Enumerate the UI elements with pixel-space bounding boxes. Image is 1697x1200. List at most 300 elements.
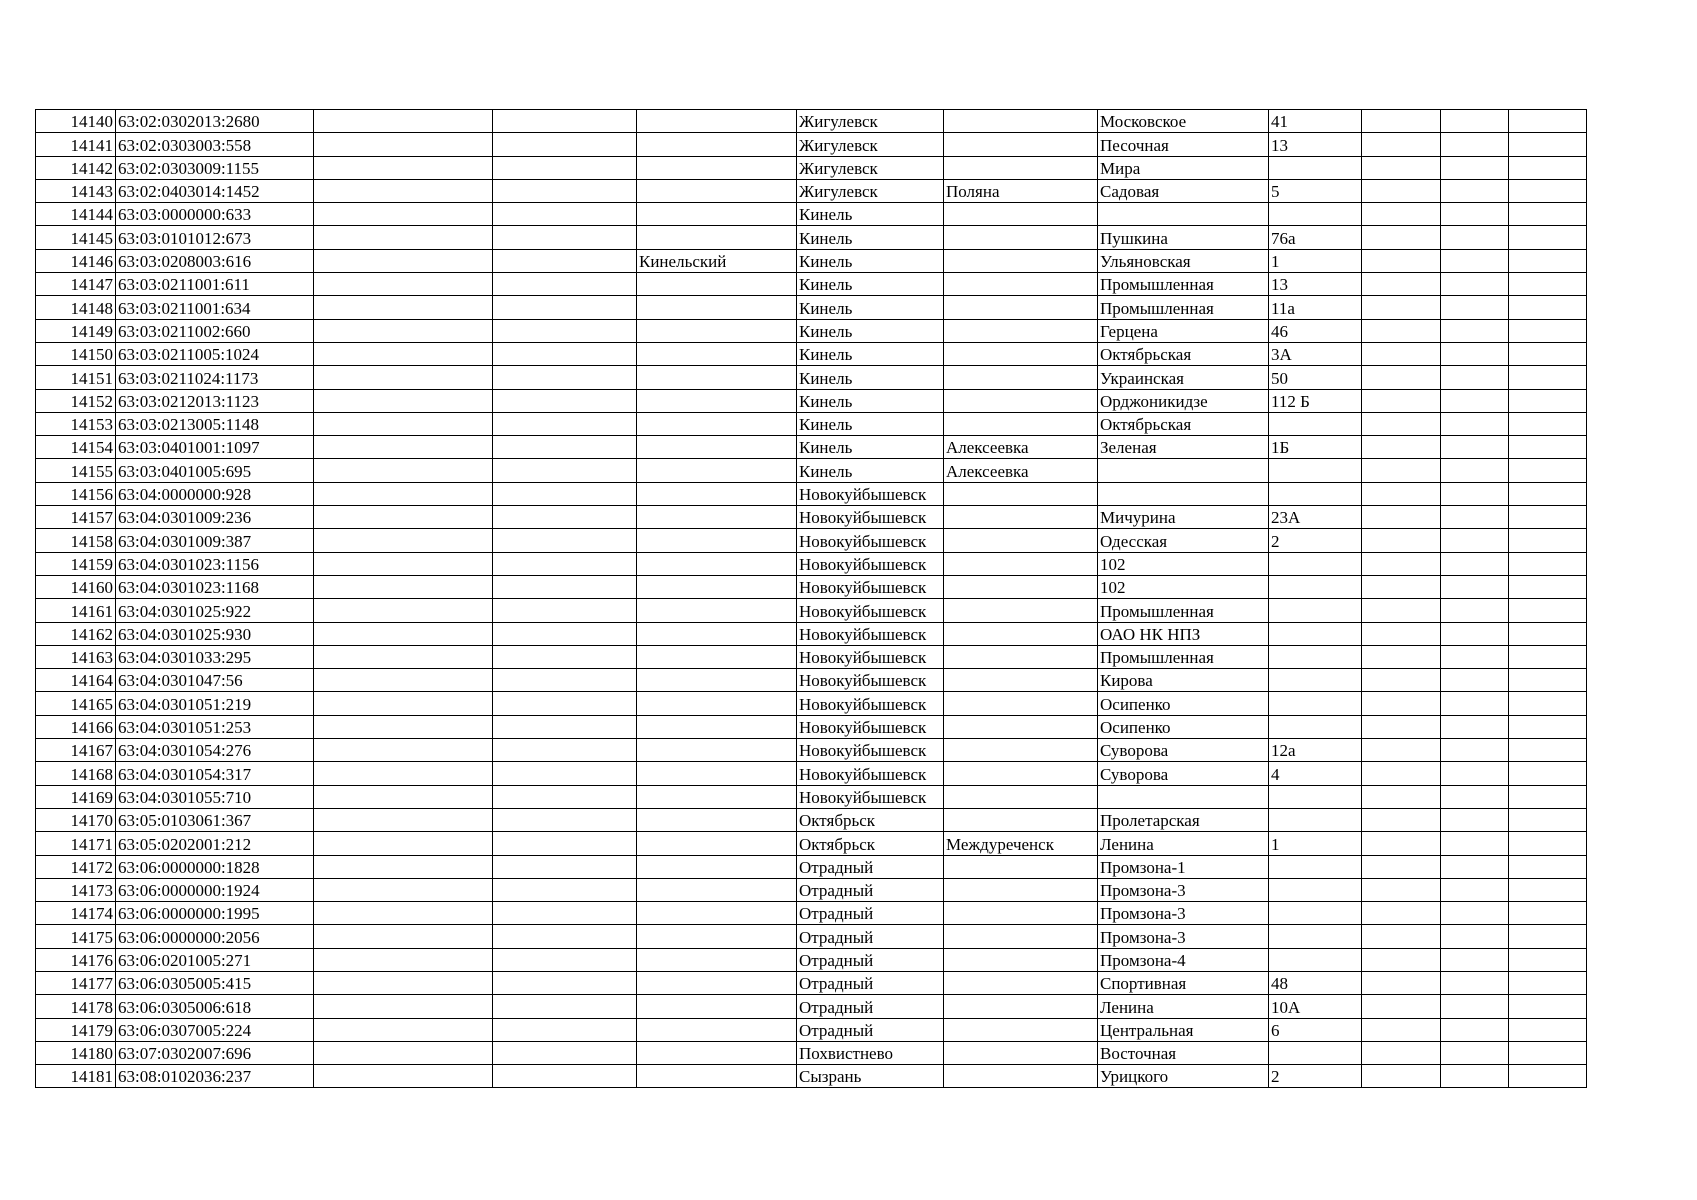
house-number-cell: 12а xyxy=(1269,739,1362,762)
street-cell: Промышленная xyxy=(1098,273,1269,296)
city-cell: Отрадный xyxy=(797,971,944,994)
empty-cell-l xyxy=(1509,948,1587,971)
record-number-cell: 14148 xyxy=(36,296,116,319)
city-cell: Отрадный xyxy=(797,995,944,1018)
table-row xyxy=(36,622,1587,645)
street-cell: Суворова xyxy=(1098,739,1269,762)
record-number-cell: 14158 xyxy=(36,529,116,552)
cadastral-number-cell: 63:04:0301051:253 xyxy=(116,715,314,738)
street-cell: Осипенко xyxy=(1098,715,1269,738)
cadastral-number-cell: 63:06:0000000:1828 xyxy=(116,855,314,878)
empty-cell-k xyxy=(1441,226,1509,249)
empty-cell-k xyxy=(1441,110,1509,133)
settlement-cell xyxy=(944,971,1098,994)
table-row xyxy=(36,855,1587,878)
cadastral-number-cell: 63:02:0303009:1155 xyxy=(116,156,314,179)
district-cell xyxy=(637,1065,797,1088)
cadastral-number-cell: 63:03:0211024:1173 xyxy=(116,366,314,389)
settlement-cell: Поляна xyxy=(944,179,1098,202)
empty-cell-j xyxy=(1362,995,1441,1018)
record-number-cell: 14176 xyxy=(36,948,116,971)
empty-cell-k xyxy=(1441,529,1509,552)
settlement-cell xyxy=(944,110,1098,133)
district-cell xyxy=(637,832,797,855)
record-number-cell: 14154 xyxy=(36,436,116,459)
record-number-cell: 14140 xyxy=(36,110,116,133)
cadastral-number-cell: 63:03:0211002:660 xyxy=(116,319,314,342)
empty-cell-c xyxy=(314,1018,493,1041)
street-cell: Центральная xyxy=(1098,1018,1269,1041)
empty-cell-c xyxy=(314,389,493,412)
district-cell xyxy=(637,692,797,715)
cadastral-number-cell: 63:05:0202001:212 xyxy=(116,832,314,855)
empty-cell-c xyxy=(314,925,493,948)
empty-cell-d xyxy=(493,412,637,435)
city-cell: Кинель xyxy=(797,342,944,365)
empty-cell-l xyxy=(1509,575,1587,598)
record-number-cell: 14144 xyxy=(36,203,116,226)
empty-cell-j xyxy=(1362,203,1441,226)
table-row xyxy=(36,110,1587,133)
record-number-cell: 14178 xyxy=(36,995,116,1018)
city-cell: Сызрань xyxy=(797,1065,944,1088)
empty-cell-j xyxy=(1362,599,1441,622)
house-number-cell xyxy=(1269,902,1362,925)
house-number-cell xyxy=(1269,715,1362,738)
house-number-cell xyxy=(1269,645,1362,668)
street-cell: Орджоникидзе xyxy=(1098,389,1269,412)
table-row xyxy=(36,925,1587,948)
empty-cell-j xyxy=(1362,249,1441,272)
record-number-cell: 14155 xyxy=(36,459,116,482)
house-number-cell xyxy=(1269,552,1362,575)
cadastral-number-cell: 63:04:0301033:295 xyxy=(116,645,314,668)
empty-cell-l xyxy=(1509,739,1587,762)
empty-cell-l xyxy=(1509,762,1587,785)
empty-cell-l xyxy=(1509,832,1587,855)
city-cell: Новокуйбышевск xyxy=(797,599,944,622)
empty-cell-c xyxy=(314,902,493,925)
record-number-cell: 14156 xyxy=(36,482,116,505)
table-row xyxy=(36,715,1587,738)
settlement-cell: Междуреченск xyxy=(944,832,1098,855)
district-cell xyxy=(637,669,797,692)
empty-cell-l xyxy=(1509,273,1587,296)
empty-cell-k xyxy=(1441,855,1509,878)
record-number-cell: 14143 xyxy=(36,179,116,202)
empty-cell-c xyxy=(314,179,493,202)
empty-cell-j xyxy=(1362,971,1441,994)
table-row xyxy=(36,599,1587,622)
street-cell: Промзона-1 xyxy=(1098,855,1269,878)
table-row xyxy=(36,645,1587,668)
empty-cell-c xyxy=(314,832,493,855)
empty-cell-d xyxy=(493,1065,637,1088)
record-number-cell: 14179 xyxy=(36,1018,116,1041)
district-cell xyxy=(637,179,797,202)
house-number-cell: 11а xyxy=(1269,296,1362,319)
empty-cell-c xyxy=(314,273,493,296)
empty-cell-j xyxy=(1362,226,1441,249)
table-row xyxy=(36,226,1587,249)
empty-cell-j xyxy=(1362,1018,1441,1041)
house-number-cell: 13 xyxy=(1269,133,1362,156)
record-number-cell: 14147 xyxy=(36,273,116,296)
district-cell xyxy=(637,948,797,971)
city-cell: Кинель xyxy=(797,436,944,459)
settlement-cell xyxy=(944,785,1098,808)
house-number-cell xyxy=(1269,622,1362,645)
record-number-cell: 14169 xyxy=(36,785,116,808)
empty-cell-d xyxy=(493,133,637,156)
house-number-cell: 10А xyxy=(1269,995,1362,1018)
district-cell xyxy=(637,575,797,598)
settlement-cell xyxy=(944,925,1098,948)
table-row xyxy=(36,739,1587,762)
empty-cell-l xyxy=(1509,389,1587,412)
empty-cell-j xyxy=(1362,645,1441,668)
table-body xyxy=(36,110,1587,1088)
city-cell: Отрадный xyxy=(797,1018,944,1041)
record-number-cell: 14174 xyxy=(36,902,116,925)
cadastral-number-cell: 63:02:0403014:1452 xyxy=(116,179,314,202)
empty-cell-d xyxy=(493,366,637,389)
city-cell: Жигулевск xyxy=(797,179,944,202)
empty-cell-d xyxy=(493,179,637,202)
empty-cell-l xyxy=(1509,342,1587,365)
empty-cell-j xyxy=(1362,482,1441,505)
house-number-cell xyxy=(1269,1041,1362,1064)
empty-cell-j xyxy=(1362,342,1441,365)
street-cell: Спортивная xyxy=(1098,971,1269,994)
district-cell xyxy=(637,482,797,505)
house-number-cell: 2 xyxy=(1269,1065,1362,1088)
settlement-cell xyxy=(944,319,1098,342)
empty-cell-l xyxy=(1509,995,1587,1018)
empty-cell-k xyxy=(1441,599,1509,622)
empty-cell-c xyxy=(314,785,493,808)
empty-cell-j xyxy=(1362,1065,1441,1088)
city-cell: Отрадный xyxy=(797,878,944,901)
empty-cell-l xyxy=(1509,156,1587,179)
district-cell xyxy=(637,529,797,552)
empty-cell-c xyxy=(314,762,493,785)
empty-cell-d xyxy=(493,948,637,971)
empty-cell-l xyxy=(1509,599,1587,622)
empty-cell-j xyxy=(1362,715,1441,738)
empty-cell-l xyxy=(1509,412,1587,435)
table-row xyxy=(36,552,1587,575)
street-cell: Промышленная xyxy=(1098,645,1269,668)
table-row xyxy=(36,529,1587,552)
empty-cell-c xyxy=(314,855,493,878)
empty-cell-j xyxy=(1362,575,1441,598)
empty-cell-l xyxy=(1509,785,1587,808)
house-number-cell xyxy=(1269,599,1362,622)
empty-cell-j xyxy=(1362,506,1441,529)
cadastral-number-cell: 63:06:0000000:1995 xyxy=(116,902,314,925)
record-number-cell: 14141 xyxy=(36,133,116,156)
city-cell: Кинель xyxy=(797,296,944,319)
house-number-cell xyxy=(1269,808,1362,831)
empty-cell-c xyxy=(314,133,493,156)
cadastral-number-cell: 63:03:0211001:611 xyxy=(116,273,314,296)
district-cell xyxy=(637,739,797,762)
empty-cell-j xyxy=(1362,692,1441,715)
empty-cell-j xyxy=(1362,459,1441,482)
empty-cell-l xyxy=(1509,552,1587,575)
district-cell xyxy=(637,133,797,156)
empty-cell-c xyxy=(314,203,493,226)
empty-cell-d xyxy=(493,436,637,459)
settlement-cell xyxy=(944,529,1098,552)
street-cell: Суворова xyxy=(1098,762,1269,785)
house-number-cell: 1 xyxy=(1269,832,1362,855)
empty-cell-j xyxy=(1362,436,1441,459)
empty-cell-j xyxy=(1362,762,1441,785)
settlement-cell: Алексеевка xyxy=(944,436,1098,459)
empty-cell-c xyxy=(314,739,493,762)
settlement-cell xyxy=(944,156,1098,179)
empty-cell-k xyxy=(1441,948,1509,971)
empty-cell-l xyxy=(1509,645,1587,668)
cadastral-number-cell: 63:03:0211005:1024 xyxy=(116,342,314,365)
street-cell: Промзона-3 xyxy=(1098,925,1269,948)
city-cell: Новокуйбышевск xyxy=(797,645,944,668)
city-cell: Новокуйбышевск xyxy=(797,622,944,645)
cadastral-number-cell: 63:06:0307005:224 xyxy=(116,1018,314,1041)
record-number-cell: 14165 xyxy=(36,692,116,715)
settlement-cell xyxy=(944,1041,1098,1064)
empty-cell-c xyxy=(314,645,493,668)
record-number-cell: 14170 xyxy=(36,808,116,831)
table-row xyxy=(36,785,1587,808)
empty-cell-d xyxy=(493,226,637,249)
cadastral-number-cell: 63:04:0301025:922 xyxy=(116,599,314,622)
district-cell xyxy=(637,342,797,365)
empty-cell-j xyxy=(1362,739,1441,762)
cadastral-number-cell: 63:07:0302007:696 xyxy=(116,1041,314,1064)
district-cell xyxy=(637,971,797,994)
street-cell xyxy=(1098,785,1269,808)
empty-cell-c xyxy=(314,692,493,715)
settlement-cell xyxy=(944,249,1098,272)
empty-cell-l xyxy=(1509,1018,1587,1041)
table-row xyxy=(36,506,1587,529)
table-row xyxy=(36,296,1587,319)
empty-cell-k xyxy=(1441,366,1509,389)
empty-cell-d xyxy=(493,1018,637,1041)
city-cell: Новокуйбышевск xyxy=(797,552,944,575)
district-cell xyxy=(637,785,797,808)
empty-cell-d xyxy=(493,389,637,412)
city-cell: Новокуйбышевск xyxy=(797,575,944,598)
empty-cell-c xyxy=(314,599,493,622)
street-cell: Пушкина xyxy=(1098,226,1269,249)
table-row xyxy=(36,342,1587,365)
empty-cell-l xyxy=(1509,249,1587,272)
empty-cell-j xyxy=(1362,1041,1441,1064)
district-cell xyxy=(637,110,797,133)
cadastral-number-cell: 63:04:0000000:928 xyxy=(116,482,314,505)
house-number-cell xyxy=(1269,785,1362,808)
empty-cell-j xyxy=(1362,156,1441,179)
table-row xyxy=(36,1018,1587,1041)
settlement-cell xyxy=(944,133,1098,156)
empty-cell-k xyxy=(1441,925,1509,948)
cadastral-number-cell: 63:04:0301025:930 xyxy=(116,622,314,645)
empty-cell-d xyxy=(493,249,637,272)
cadastral-number-cell: 63:03:0212013:1123 xyxy=(116,389,314,412)
empty-cell-k xyxy=(1441,878,1509,901)
empty-cell-l xyxy=(1509,715,1587,738)
table-row xyxy=(36,459,1587,482)
record-number-cell: 14173 xyxy=(36,878,116,901)
empty-cell-k xyxy=(1441,1041,1509,1064)
street-cell: Ленина xyxy=(1098,832,1269,855)
empty-cell-j xyxy=(1362,110,1441,133)
house-number-cell: 112 Б xyxy=(1269,389,1362,412)
cadastral-number-cell: 63:02:0303003:558 xyxy=(116,133,314,156)
cadastral-number-cell: 63:06:0000000:1924 xyxy=(116,878,314,901)
settlement-cell xyxy=(944,645,1098,668)
table-row xyxy=(36,249,1587,272)
table-row xyxy=(36,156,1587,179)
settlement-cell xyxy=(944,506,1098,529)
table-row xyxy=(36,436,1587,459)
street-cell: Промышленная xyxy=(1098,599,1269,622)
street-cell: Урицкого xyxy=(1098,1065,1269,1088)
table-row xyxy=(36,902,1587,925)
cadastral-number-cell: 63:05:0103061:367 xyxy=(116,808,314,831)
house-number-cell: 13 xyxy=(1269,273,1362,296)
house-number-cell: 5 xyxy=(1269,179,1362,202)
cadastral-number-cell: 63:04:0301009:387 xyxy=(116,529,314,552)
record-number-cell: 14175 xyxy=(36,925,116,948)
street-cell: Промышленная xyxy=(1098,296,1269,319)
city-cell: Отрадный xyxy=(797,925,944,948)
empty-cell-d xyxy=(493,599,637,622)
district-cell xyxy=(637,203,797,226)
city-cell: Октябрьск xyxy=(797,832,944,855)
city-cell: Кинель xyxy=(797,273,944,296)
street-cell: Кирова xyxy=(1098,669,1269,692)
record-number-cell: 14172 xyxy=(36,855,116,878)
empty-cell-j xyxy=(1362,808,1441,831)
empty-cell-d xyxy=(493,739,637,762)
settlement-cell xyxy=(944,762,1098,785)
empty-cell-l xyxy=(1509,179,1587,202)
street-cell: Восточная xyxy=(1098,1041,1269,1064)
street-cell: Мира xyxy=(1098,156,1269,179)
settlement-cell xyxy=(944,878,1098,901)
house-number-cell xyxy=(1269,482,1362,505)
settlement-cell xyxy=(944,808,1098,831)
record-number-cell: 14151 xyxy=(36,366,116,389)
settlement-cell xyxy=(944,296,1098,319)
empty-cell-d xyxy=(493,273,637,296)
empty-cell-l xyxy=(1509,226,1587,249)
record-number-cell: 14171 xyxy=(36,832,116,855)
record-number-cell: 14161 xyxy=(36,599,116,622)
city-cell: Кинель xyxy=(797,203,944,226)
empty-cell-k xyxy=(1441,436,1509,459)
cadastral-number-cell: 63:06:0305006:618 xyxy=(116,995,314,1018)
house-number-cell xyxy=(1269,878,1362,901)
empty-cell-l xyxy=(1509,436,1587,459)
street-cell: 102 xyxy=(1098,552,1269,575)
data-table xyxy=(35,109,1587,1088)
settlement-cell xyxy=(944,273,1098,296)
empty-cell-k xyxy=(1441,715,1509,738)
settlement-cell xyxy=(944,739,1098,762)
empty-cell-j xyxy=(1362,622,1441,645)
settlement-cell xyxy=(944,948,1098,971)
empty-cell-c xyxy=(314,156,493,179)
empty-cell-j xyxy=(1362,832,1441,855)
street-cell: Пролетарская xyxy=(1098,808,1269,831)
empty-cell-l xyxy=(1509,669,1587,692)
district-cell xyxy=(637,855,797,878)
record-number-cell: 14152 xyxy=(36,389,116,412)
district-cell xyxy=(637,995,797,1018)
cadastral-number-cell: 63:08:0102036:237 xyxy=(116,1065,314,1088)
empty-cell-d xyxy=(493,529,637,552)
street-cell xyxy=(1098,203,1269,226)
settlement-cell xyxy=(944,226,1098,249)
street-cell xyxy=(1098,482,1269,505)
settlement-cell xyxy=(944,622,1098,645)
record-number-cell: 14142 xyxy=(36,156,116,179)
empty-cell-d xyxy=(493,342,637,365)
empty-cell-l xyxy=(1509,482,1587,505)
cadastral-number-cell: 63:04:0301023:1156 xyxy=(116,552,314,575)
empty-cell-k xyxy=(1441,342,1509,365)
empty-cell-d xyxy=(493,110,637,133)
city-cell: Кинель xyxy=(797,389,944,412)
table-row xyxy=(36,808,1587,831)
table-row xyxy=(36,133,1587,156)
cadastral-number-cell: 63:04:0301047:56 xyxy=(116,669,314,692)
empty-cell-l xyxy=(1509,506,1587,529)
empty-cell-j xyxy=(1362,133,1441,156)
street-cell: Песочная xyxy=(1098,133,1269,156)
record-number-cell: 14166 xyxy=(36,715,116,738)
empty-cell-l xyxy=(1509,203,1587,226)
empty-cell-j xyxy=(1362,552,1441,575)
cadastral-number-cell: 63:04:0301054:276 xyxy=(116,739,314,762)
empty-cell-k xyxy=(1441,459,1509,482)
empty-cell-c xyxy=(314,110,493,133)
settlement-cell xyxy=(944,599,1098,622)
street-cell xyxy=(1098,459,1269,482)
record-number-cell: 14181 xyxy=(36,1065,116,1088)
district-cell xyxy=(637,552,797,575)
empty-cell-j xyxy=(1362,273,1441,296)
empty-cell-j xyxy=(1362,669,1441,692)
city-cell: Жигулевск xyxy=(797,133,944,156)
street-cell: Ульяновская xyxy=(1098,249,1269,272)
empty-cell-c xyxy=(314,342,493,365)
house-number-cell xyxy=(1269,203,1362,226)
house-number-cell: 76а xyxy=(1269,226,1362,249)
empty-cell-j xyxy=(1362,878,1441,901)
settlement-cell xyxy=(944,366,1098,389)
record-number-cell: 14159 xyxy=(36,552,116,575)
district-cell xyxy=(637,459,797,482)
empty-cell-j xyxy=(1362,785,1441,808)
city-cell: Похвистнево xyxy=(797,1041,944,1064)
